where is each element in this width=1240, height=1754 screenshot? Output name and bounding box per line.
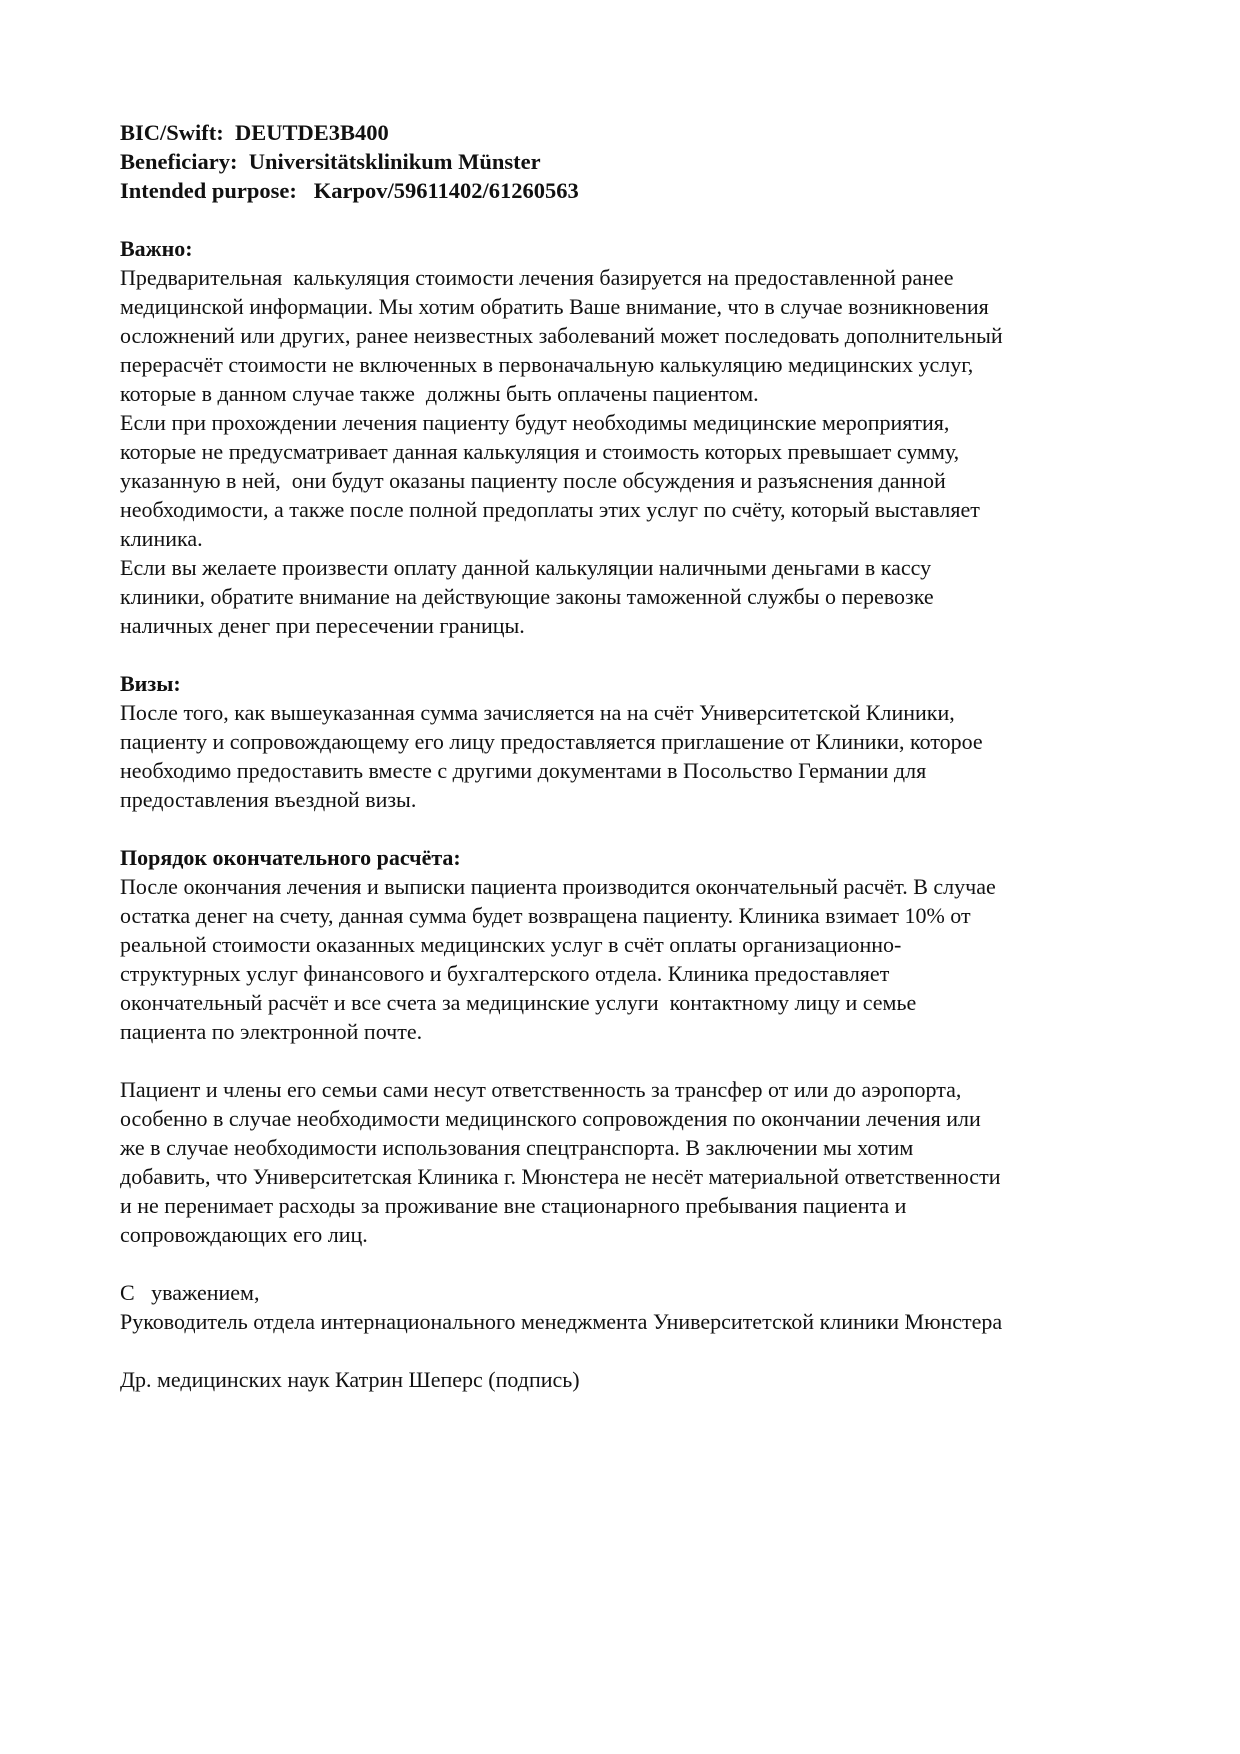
paragraph-line: же в случае необходимости использования спецтранспорта. В заключении мы хотим bbox=[120, 1135, 914, 1160]
paragraph-line: реальной стоимости оказанных медицинских услуг в счёт оплаты организационно- bbox=[120, 932, 902, 957]
spacer bbox=[120, 1336, 1140, 1365]
spacer bbox=[120, 205, 1140, 234]
paragraph-line: Если вы желаете произвести оплату данной калькуляции наличными деньгами в кассу bbox=[120, 555, 932, 580]
paragraph-line: и не перенимает расходы за проживание вне стационарного пребывания пациента и bbox=[120, 1193, 907, 1218]
paragraph-line: клиники, обратите внимание на действующие законы таможенной службы о перевозке bbox=[120, 584, 934, 609]
paragraph-line: указанную в ней, они будут оказаны пациенту после обсуждения и разъяснения данной bbox=[120, 468, 946, 493]
salutation: С уважением, bbox=[120, 1280, 260, 1305]
purpose-value: Karpov/59611402/61260563 bbox=[313, 178, 579, 203]
paragraph-line: предоставления въездной визы. bbox=[120, 787, 417, 812]
signatory-position: Руководитель отдела интернационального менеджмента Университетской клиники Мюнстера bbox=[120, 1309, 1003, 1334]
paragraph-line: структурных услуг финансового и бухгалтерского отдела. Клиника предоставляет bbox=[120, 961, 890, 986]
paragraph-line: медицинской информации. Мы хотим обратить Ваше внимание, что в случае возникновения bbox=[120, 294, 989, 319]
paragraph-line: пациенту и сопровождающему его лицу предоставляется приглашение от Клиники, которое bbox=[120, 729, 983, 754]
beneficiary-label: Beneficiary: bbox=[120, 149, 238, 174]
paragraph-line: сопровождающих его лиц. bbox=[120, 1222, 368, 1247]
beneficiary-value: Universitätsklinikum Münster bbox=[248, 149, 541, 174]
paragraph-line: После того, как вышеуказанная сумма зачисляется на на счёт Университетской Клиники, bbox=[120, 700, 955, 725]
paragraph-line: которые в данном случае также должны быть оплачены пациентом. bbox=[120, 381, 759, 406]
responsibility-section bbox=[120, 1075, 1140, 1249]
bank-details bbox=[120, 118, 1140, 205]
important-section bbox=[120, 234, 1140, 640]
purpose-label: Intended purpose: bbox=[120, 178, 297, 203]
paragraph-line: Пациент и члены его семьи сами несут ответственность за трансфер от или до аэропорта, bbox=[120, 1077, 962, 1102]
paragraph-line: наличных денег при пересечении границы. bbox=[120, 613, 525, 638]
paragraph-line: Предварительная калькуляция стоимости лечения базируется на предоставленной ранее bbox=[120, 265, 954, 290]
paragraph-line: которые не предусматривает данная калькуляция и стоимость которых превышает сумму, bbox=[120, 439, 960, 464]
beneficiary-line bbox=[120, 147, 1140, 176]
document-page bbox=[120, 118, 1140, 1394]
bic-line bbox=[120, 118, 1140, 147]
paragraph-line: особенно в случае необходимости медицинского сопровождения по окончании лечения или bbox=[120, 1106, 981, 1131]
paragraph-line: перерасчёт стоимости не включенных в первоначальную калькуляцию медицинских услуг, bbox=[120, 352, 974, 377]
spacer bbox=[120, 1249, 1140, 1278]
paragraph-line: осложнений или других, ранее неизвестных заболеваний может последовать дополнительный bbox=[120, 323, 1003, 348]
signatory-name: Др. медицинских наук Катрин Шеперс (подпись) bbox=[120, 1367, 580, 1392]
bic-label: BIC/Swift: bbox=[120, 120, 224, 145]
paragraph-line: необходимо предоставить вместе с другими документами в Посольство Германии для bbox=[120, 758, 927, 783]
paragraph-line: добавить, что Университетская Клиника г. Мюнстера не несёт материальной ответственности bbox=[120, 1164, 1001, 1189]
spacer bbox=[120, 640, 1140, 669]
paragraph-line: После окончания лечения и выписки пациента производится окончательный расчёт. В случае bbox=[120, 874, 996, 899]
spacer bbox=[120, 1046, 1140, 1075]
important-heading: Важно: bbox=[120, 236, 193, 261]
paragraph-line: необходимости, а также после полной предоплаты этих услуг по счёту, который выставляет bbox=[120, 497, 980, 522]
paragraph-line: пациента по электронной почте. bbox=[120, 1019, 423, 1044]
final-settlement-heading: Порядок окончательного расчёта: bbox=[120, 845, 461, 870]
purpose-line bbox=[120, 176, 1140, 205]
visas-section bbox=[120, 669, 1140, 814]
paragraph-line: клиника. bbox=[120, 526, 203, 551]
final-settlement-section bbox=[120, 843, 1140, 1046]
paragraph-line: Если при прохождении лечения пациенту будут необходимы медицинские мероприятия, bbox=[120, 410, 950, 435]
closing-section bbox=[120, 1278, 1140, 1394]
spacer bbox=[120, 814, 1140, 843]
bic-value: DEUTDE3B400 bbox=[235, 120, 389, 145]
visas-heading: Визы: bbox=[120, 671, 181, 696]
paragraph-line: остатка денег на счету, данная сумма будет возвращена пациенту. Клиника взимает 10% от bbox=[120, 903, 971, 928]
paragraph-line: окончательный расчёт и все счета за медицинские услуги контактному лицу и семье bbox=[120, 990, 917, 1015]
